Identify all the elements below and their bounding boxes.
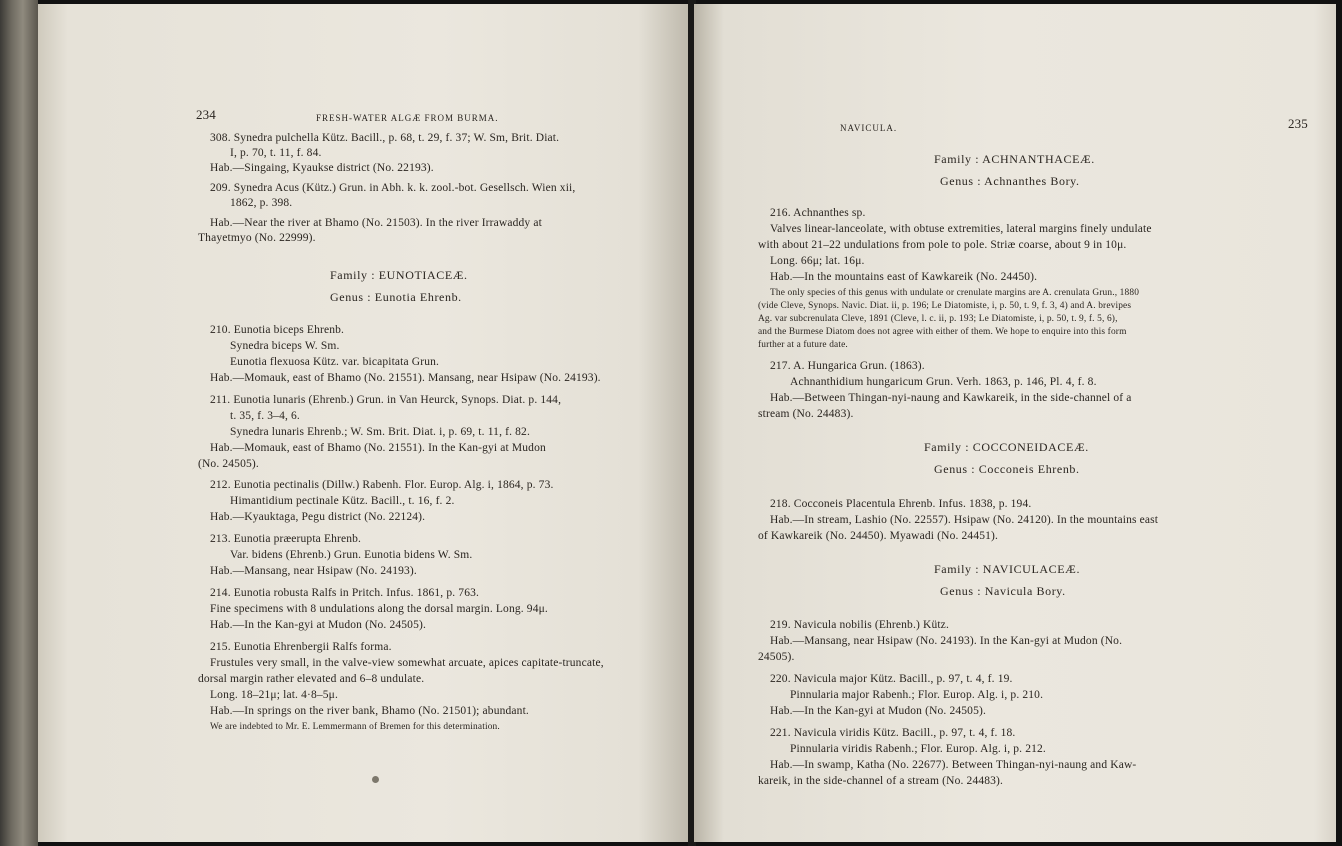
- page-edges: [0, 0, 38, 846]
- family-heading: Family : NAVICULACEÆ.: [934, 562, 1081, 576]
- entry-line: Hab.—Mansang, near Hsipaw (No. 24193).: [210, 565, 417, 577]
- entry-line: Hab.—Singaing, Kyaukse district (No. 22193).: [210, 162, 434, 174]
- entry-line: 220. Navicula major Kütz. Bacill., p. 97, t. 4, f. 19.: [770, 673, 1013, 685]
- entry-line: 212. Eunotia pectinalis (Dillw.) Rabenh. Flor. Europ. Alg. i, 1864, p. 73.: [210, 479, 554, 491]
- note-line: and the Burmese Diatom does not agree with either of them. We hope to enquire into this form: [758, 327, 1127, 337]
- note-line: (vide Cleve, Synops. Navic. Diat. ii, p. 196; Le Diatomiste, i, p. 50, t. 9, f. 3, 4) and A. brevipes: [758, 301, 1132, 311]
- genus-heading: Genus : Eunotia Ehrenb.: [330, 290, 462, 304]
- page-number-left: 234: [196, 107, 216, 122]
- entry-line: Hab.—In swamp, Katha (No. 22677). Between Thingan-nyi-naung and Kaw-: [770, 759, 1137, 771]
- note-line: The only species of this genus with undulate or crenulate margins are A. crenulata Grun., 1880: [770, 288, 1140, 298]
- entry-line: 218. Cocconeis Placentula Ehrenb. Infus. 1838, p. 194.: [770, 498, 1032, 510]
- genus-heading: Genus : Achnanthes Bory.: [940, 174, 1080, 188]
- entry-line: Pinnularia viridis Rabenh.; Flor. Europ. Alg. i, p. 212.: [790, 743, 1046, 755]
- entry-line: Synedra biceps W. Sm.: [230, 340, 340, 352]
- entry-line: Hab.—Momauk, east of Bhamo (No. 21551). Mansang, near Hsipaw (No. 24193).: [210, 372, 601, 384]
- entry-line: kareik, in the side-channel of a stream (No. 24483).: [758, 775, 1004, 787]
- entry-line: Hab.—In the mountains east of Kawkareik (No. 24450).: [770, 271, 1038, 283]
- genus-heading: Genus : Cocconeis Ehrenb.: [934, 462, 1080, 476]
- note-line: Ag. var subcrenulata Cleve, 1891 (Cleve, l. c. ii, p. 193; Le Diatomiste, i, p. 50, t. 9, f. 5, 6),: [758, 314, 1118, 324]
- entry-line: 221. Navicula viridis Kütz. Bacill., p. 97, t. 4, f. 18.: [770, 727, 1016, 739]
- family-heading: Family : EUNOTIACEÆ.: [330, 268, 468, 282]
- entry-line: 308. Synedra pulchella Kütz. Bacill., p. 68, t. 29, f. 37; W. Sm, Brit. Diat.: [210, 132, 560, 144]
- family-heading: Family : COCCONEIDACEÆ.: [924, 440, 1089, 454]
- entry-line: 217. A. Hungarica Grun. (1863).: [770, 360, 925, 372]
- note-line: further at a future date.: [758, 340, 848, 350]
- entry-line: 1862, p. 398.: [230, 197, 293, 209]
- entry-line: Achnanthidium hungaricum Grun. Verh. 1863, p. 146, Pl. 4, f. 8.: [790, 376, 1097, 388]
- entry-line: Hab.—Momauk, east of Bhamo (No. 21551). In the Kan-gyi at Mudon: [210, 442, 546, 454]
- running-head-left: FRESH-WATER ALGÆ FROM BURMA.: [316, 113, 499, 123]
- entry-line: of Kawkareik (No. 24450). Myawadi (No. 24451).: [758, 530, 999, 542]
- entry-line: Var. bidens (Ehrenb.) Grun. Eunotia bidens W. Sm.: [230, 549, 473, 561]
- entry-line: Hab.—Mansang, near Hsipaw (No. 24193). In the Kan-gyi at Mudon (No.: [770, 635, 1123, 647]
- family-heading: Family : ACHNANTHACEÆ.: [934, 152, 1095, 166]
- entry-line: Himantidium pectinale Kütz. Bacill., t. 16, f. 2.: [230, 495, 455, 507]
- entry-line: Synedra lunaris Ehrenb.; W. Sm. Brit. Diat. i, p. 69, t. 11, f. 82.: [230, 426, 530, 438]
- entry-line: Long. 18–21μ; lat. 4·8–5μ.: [210, 689, 339, 701]
- entry-line: Valves linear-lanceolate, with obtuse extremities, lateral margins finely undulate: [770, 223, 1152, 235]
- entry-line: Hab.—Kyauktaga, Pegu district (No. 22124).: [210, 511, 426, 523]
- entry-line: with about 21–22 undulations from pole to pole. Striæ coarse, about 9 in 10μ.: [758, 239, 1127, 251]
- entry-line: Thayetmyo (No. 22999).: [198, 232, 316, 244]
- running-head-right: NAVICULA.: [840, 123, 898, 133]
- entry-line: Eunotia flexuosa Kütz. var. bicapitata Grun.: [230, 356, 440, 368]
- entry-line: 216. Achnanthes sp.: [770, 207, 866, 219]
- page-number-right: 235: [1288, 116, 1308, 131]
- entry-line: 214. Eunotia robusta Ralfs in Pritch. Infus. 1861, p. 763.: [210, 587, 480, 599]
- right-page: [694, 4, 1336, 842]
- entry-line: Fine specimens with 8 undulations along the dorsal margin. Long. 94μ.: [210, 603, 548, 615]
- paper-blemish: [372, 776, 379, 783]
- footnote: We are indebted to Mr. E. Lemmermann of Bremen for this determination.: [210, 722, 500, 732]
- entry-line: 209. Synedra Acus (Kütz.) Grun. in Abh. k. k. zool.-bot. Gesellsch. Wien xii,: [210, 182, 576, 194]
- entry-line: Pinnularia major Rabenh.; Flor. Europ. Alg. i, p. 210.: [790, 689, 1044, 701]
- entry-line: stream (No. 24483).: [758, 408, 854, 420]
- entry-line: I, p. 70, t. 11, f. 84.: [230, 147, 322, 159]
- entry-line: Hab.—Near the river at Bhamo (No. 21503). In the river Irrawaddy at: [210, 217, 542, 229]
- left-page: [38, 4, 690, 842]
- entry-line: 213. Eunotia præerupta Ehrenb.: [210, 533, 362, 545]
- entry-line: Hab.—In the Kan-gyi at Mudon (No. 24505).: [210, 619, 426, 631]
- entry-line: 210. Eunotia biceps Ehrenb.: [210, 324, 345, 336]
- entry-line: Hab.—Between Thingan-nyi-naung and Kawkareik, in the side-channel of a: [770, 392, 1132, 404]
- entry-line: dorsal margin rather elevated and 6–8 undulate.: [198, 673, 425, 685]
- entry-line: (No. 24505).: [198, 458, 259, 470]
- entry-line: Hab.—In springs on the river bank, Bhamo (No. 21501); abundant.: [210, 705, 529, 717]
- entry-line: t. 35, f. 3–4, 6.: [230, 410, 300, 422]
- entry-line: Hab.—In the Kan-gyi at Mudon (No. 24505).: [770, 705, 986, 717]
- entry-line: Frustules very small, in the valve-view somewhat arcuate, apices capitate-truncate,: [210, 657, 604, 669]
- entry-line: 211. Eunotia lunaris (Ehrenb.) Grun. in Van Heurck, Synops. Diat. p. 144,: [210, 394, 562, 406]
- genus-heading: Genus : Navicula Bory.: [940, 584, 1066, 598]
- entry-line: Hab.—In stream, Lashio (No. 22557). Hsipaw (No. 24120). In the mountains east: [770, 514, 1159, 526]
- entry-line: 219. Navicula nobilis (Ehrenb.) Kütz.: [770, 619, 949, 631]
- entry-line: Long. 66μ; lat. 16μ.: [770, 255, 865, 267]
- entry-line: 24505).: [758, 651, 795, 663]
- entry-line: 215. Eunotia Ehrenbergii Ralfs forma.: [210, 641, 392, 653]
